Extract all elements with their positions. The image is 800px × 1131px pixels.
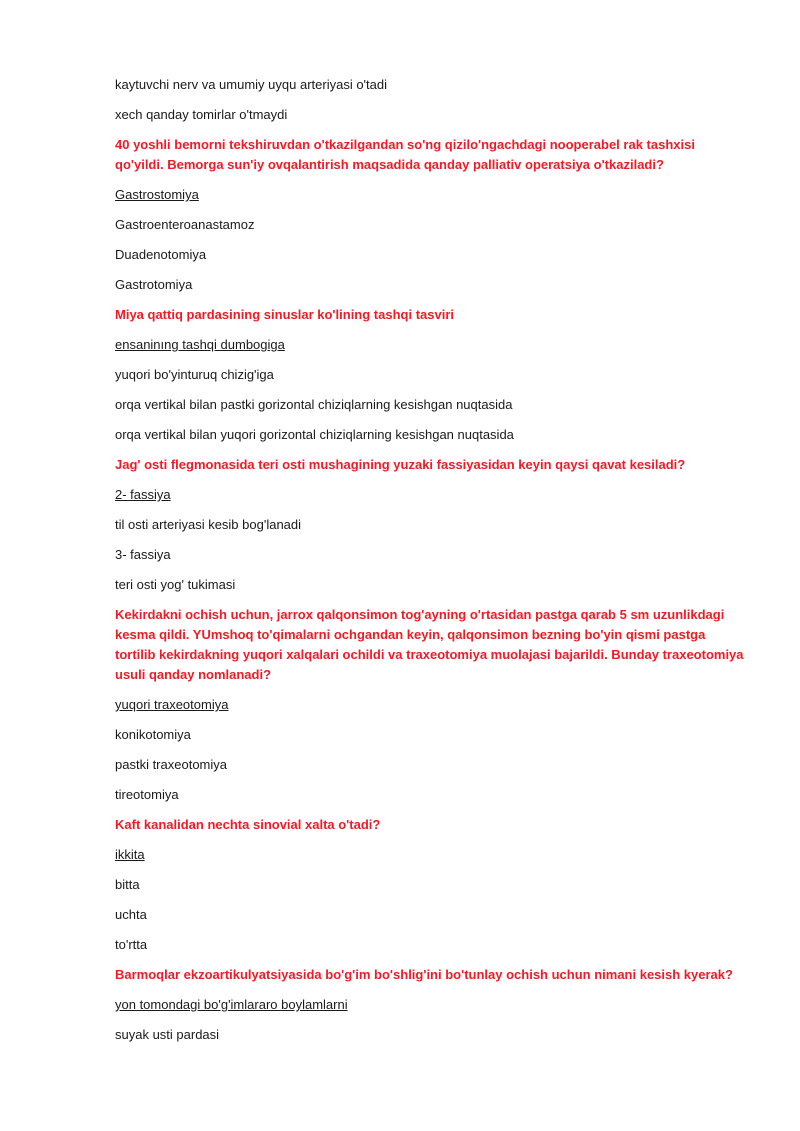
question-text: Jag' osti flegmonasida teri osti mushagining yuzaki fassiyasidan keyin qaysi qavat kesiladi? xyxy=(115,457,686,472)
correct-answer: Gastrostomiya xyxy=(115,187,199,202)
correct-answer: 2- fassiya xyxy=(115,487,171,502)
answer-option: til osti arteriyasi kesib bog'lanadi xyxy=(115,517,302,532)
correct-answer: ensaninıng tashqi dumbogiga xyxy=(115,337,285,352)
answer-option: Gastroenteroanastamoz xyxy=(115,217,255,232)
correct-answer: ikkita xyxy=(115,847,145,862)
question-text: Kaft kanalidan nechta sinovial xalta o'tadi? xyxy=(115,817,381,832)
correct-answer: yon tomondagi bo'g'imlararo boylamlarni xyxy=(115,997,348,1012)
answer-option: tireotomiya xyxy=(115,787,179,802)
document-page xyxy=(115,75,745,1055)
answer-option: teri osti yog' tukimasi xyxy=(115,577,236,592)
answer-option: kaytuvchi nerv va umumiy uyqu arteriyasi o'tadi xyxy=(115,77,387,92)
answer-option: suyak usti pardasi xyxy=(115,1027,220,1042)
answer-option: orqa vertikal bilan pastki gorizontal chiziqlarning kesishgan nuqtasida xyxy=(115,397,513,412)
answer-option: orqa vertikal bilan yuqori gorizontal chiziqlarning kesishgan nuqtasida xyxy=(115,427,514,442)
question-text: Miya qattiq pardasining sinuslar ko'lining tashqi tasviri xyxy=(115,307,454,322)
answer-option: konikotomiya xyxy=(115,727,191,742)
answer-option: to'rtta xyxy=(115,937,148,952)
question-text: Barmoqlar ekzoartikulyatsiyasida bo'g'im bo'shlig'ini bo'tunlay ochish uchun nimani kesish kyerak? xyxy=(115,967,733,982)
answer-option: Duadenotomiya xyxy=(115,247,207,262)
question-text: Kekirdakni ochish uchun, jarrox qalqonsimon tog'ayning o'rtasidan pastga qarab 5 sm uzunlikdagi kesma qildi. YUmshoq to'qimalarni ochgandan keyin, qalqonsimon bezning bo'yin qismi pastga tortilib kekirdakning yuqori xalqalari ochildi va traxeotomiya muolajasi bajarildi. Bunday traxeotomiya usuli qanday nomlanadi? xyxy=(115,607,744,682)
answer-option: Gastrotomiya xyxy=(115,277,193,292)
answer-option: uchta xyxy=(115,907,147,922)
answer-option: xech qanday tomirlar o'tmaydi xyxy=(115,107,288,122)
question-text: 40 yoshli bemorni tekshiruvdan o'tkazilgandan so'ng qizilo'ngachdagi nooperabel rak tashxisi qo'yildi. Bemorga sun'iy ovqalantirish maqsadida qanday palliativ operatsiya o'tkaziladi? xyxy=(115,137,695,172)
answer-option: pastki traxeotomiya xyxy=(115,757,227,772)
answer-option: bitta xyxy=(115,877,140,892)
answer-option: 3- fassiya xyxy=(115,547,171,562)
correct-answer: yuqori traxeotomiya xyxy=(115,697,229,712)
answer-option: yuqori bo'yinturuq chizig'iga xyxy=(115,367,274,382)
